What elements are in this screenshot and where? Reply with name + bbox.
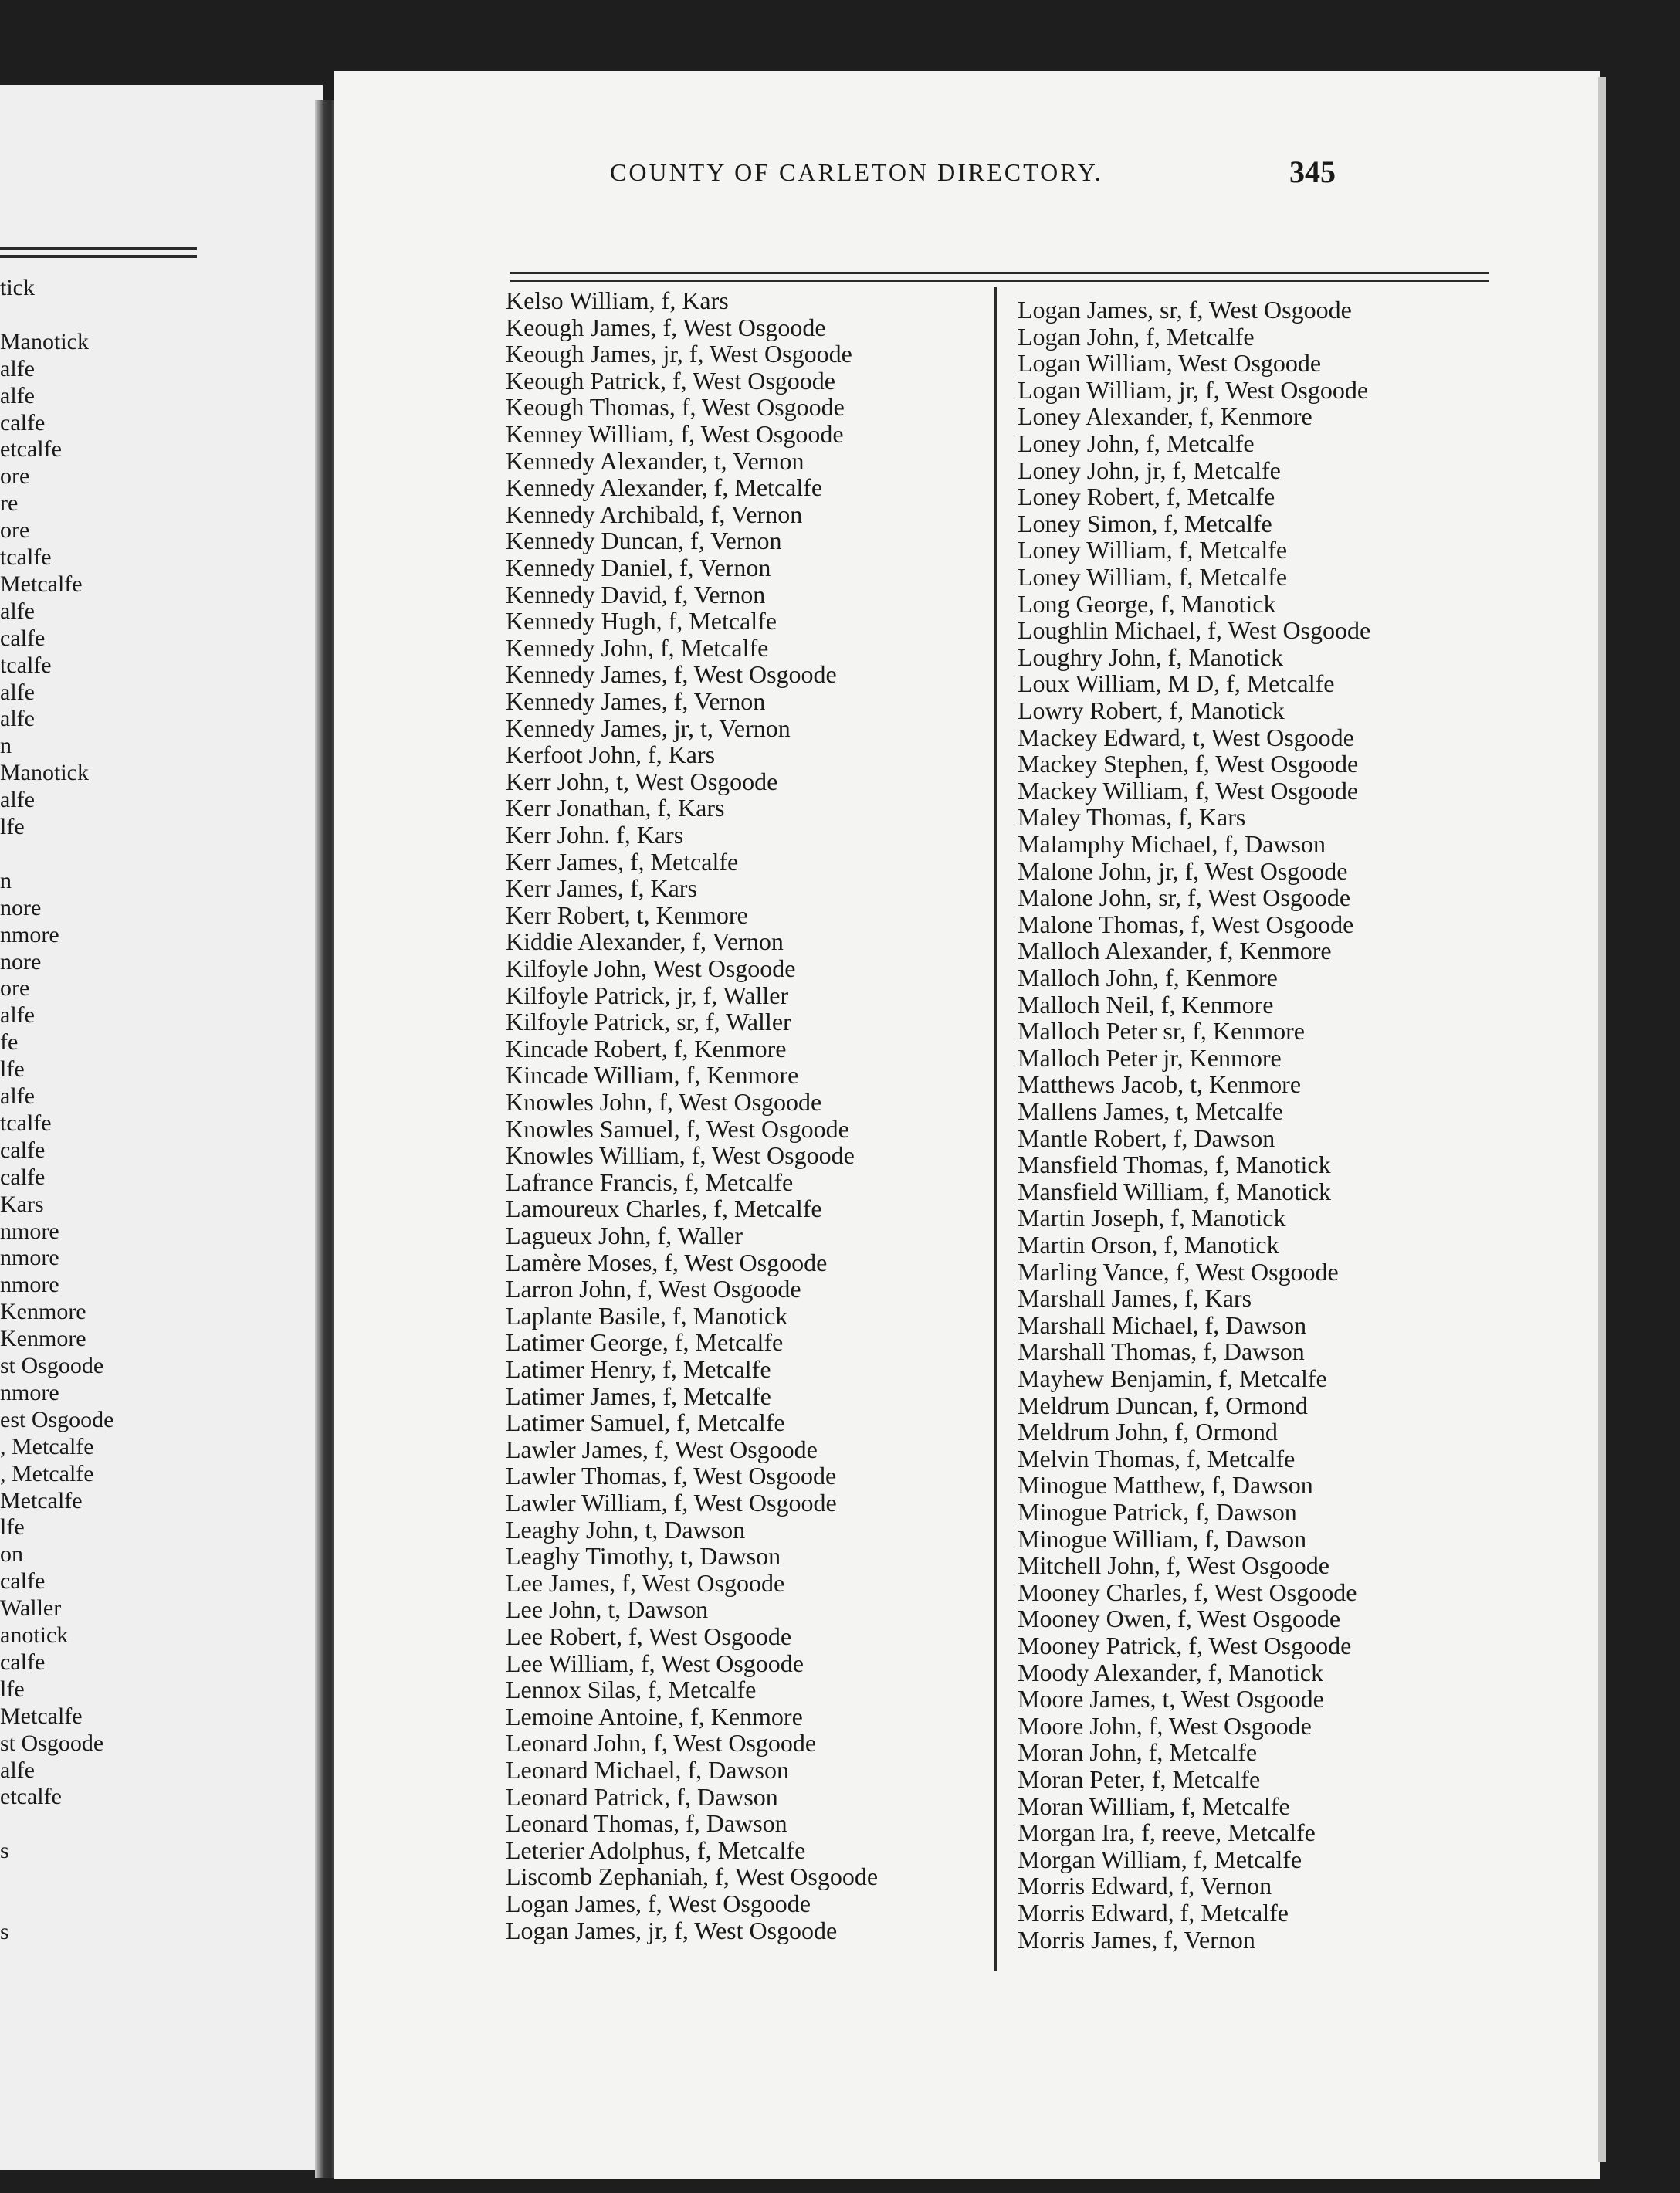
directory-entry: Moody Alexander, f, Manotick: [1018, 1658, 1323, 1686]
left-page-line: etcalfe: [0, 436, 62, 463]
left-page-line: tick: [0, 275, 35, 300]
left-page-line: calfe: [0, 1649, 46, 1675]
directory-entry: Latimer James, f, Metcalfe: [506, 1381, 771, 1410]
left-page-line: alfe: [0, 1083, 35, 1109]
directory-entry: Kennedy Archibald, f, Vernon: [506, 500, 803, 528]
left-page-line: calfe: [0, 625, 46, 651]
directory-entry: Loney Robert, f, Metcalfe: [1018, 483, 1275, 511]
left-page-line: alfe: [0, 1757, 35, 1783]
directory-entry: Loney John, jr, f, Metcalfe: [1018, 456, 1281, 484]
directory-entry: Kerr John, t, West Osgoode: [506, 767, 778, 795]
left-page-line: calfe: [0, 409, 46, 436]
directory-entry: Kerr Robert, t, Kenmore: [506, 900, 748, 929]
directory-entry: Morgan William, f, Metcalfe: [1018, 1845, 1302, 1873]
left-page-line: Manotick: [0, 328, 89, 354]
directory-entry: Malloch Alexander, f, Kenmore: [1018, 937, 1332, 965]
directory-entry: Lagueux John, f, Waller: [506, 1222, 743, 1249]
left-page-line: alfe: [0, 706, 35, 732]
left-page-line: lfe: [0, 1676, 25, 1702]
directory-entry: Kiddie Alexander, f, Vernon: [506, 927, 784, 956]
left-page-line: lfe: [0, 1514, 25, 1541]
directory-entry: Minogue Patrick, f, Dawson: [1018, 1498, 1297, 1526]
directory-entry: Kerr Jonathan, f, Kars: [506, 794, 725, 822]
left-page-line: n: [0, 867, 12, 893]
header-rule: [510, 280, 1489, 282]
directory-entry: Malloch Peter jr, Kenmore: [1018, 1043, 1282, 1072]
directory-entry: Mooney Patrick, f, West Osgoode: [1018, 1632, 1352, 1659]
directory-entry: Lee John, t, Dawson: [506, 1595, 709, 1624]
directory-entry: Morgan Ira, f, reeve, Metcalfe: [1018, 1818, 1316, 1847]
left-page-line: n: [0, 733, 12, 759]
directory-entry: Marshall Thomas, f, Dawson: [1018, 1337, 1305, 1366]
directory-entry: Maley Thomas, f, Kars: [1018, 803, 1246, 832]
directory-entry: Mitchell John, f, West Osgoode: [1018, 1551, 1329, 1580]
page-number: 345: [1289, 154, 1336, 189]
directory-entry: Meldrum John, f, Ormond: [1018, 1418, 1278, 1446]
left-page-line: tcalfe: [0, 544, 52, 570]
directory-entry: Mansfield Thomas, f, Manotick: [1018, 1151, 1331, 1179]
directory-entry: Mallens James, t, Metcalfe: [1018, 1097, 1283, 1125]
directory-entry: Mayhew Benjamin, f, Metcalfe: [1018, 1364, 1327, 1392]
directory-entry: Moran William, f, Metcalfe: [1018, 1791, 1290, 1820]
directory-entry: Kennedy Daniel, f, Vernon: [506, 554, 771, 581]
directory-entry: Knowles John, f, West Osgoode: [506, 1088, 822, 1116]
directory-entry: Matthews Jacob, t, Kenmore: [1018, 1070, 1302, 1099]
left-page-line: fe: [0, 1029, 19, 1056]
directory-entry: Kerr James, f, Kars: [506, 874, 697, 903]
directory-entry: Leaghy Timothy, t, Dawson: [506, 1542, 781, 1571]
left-page-line: calfe: [0, 1164, 46, 1190]
directory-entry: Loney Simon, f, Metcalfe: [1018, 509, 1272, 537]
left-page-line: ore: [0, 463, 30, 490]
directory-entry: Melvin Thomas, f, Metcalfe: [1018, 1444, 1296, 1473]
directory-entry: Mackey Stephen, f, West Osgoode: [1018, 750, 1359, 778]
directory-entry: Lemoine Antoine, f, Kenmore: [506, 1702, 803, 1730]
directory-entry: Kennedy Alexander, t, Vernon: [506, 446, 804, 475]
left-page-line: alfe: [0, 598, 35, 624]
left-page-line: est Osgoode: [0, 1406, 114, 1432]
directory-entry: Lennox Silas, f, Metcalfe: [506, 1676, 757, 1704]
directory-entry: Mansfield William, f, Manotick: [1018, 1177, 1332, 1205]
directory-entry: Kenney William, f, West Osgoode: [506, 420, 844, 448]
directory-entry: Malone John, jr, f, West Osgoode: [1018, 856, 1348, 885]
directory-entry: Logan James, jr, f, West Osgoode: [506, 1916, 838, 1944]
directory-entry: Meldrum Duncan, f, Ormond: [1018, 1391, 1308, 1419]
directory-entry: Lawler James, f, West Osgoode: [506, 1435, 818, 1463]
directory-entry: Kincade William, f, Kenmore: [506, 1061, 799, 1090]
left-page-line: nmore: [0, 1218, 59, 1244]
left-page-line: alfe: [0, 382, 35, 408]
directory-entry: Mackey William, f, West Osgoode: [1018, 776, 1359, 805]
left-page-line: Kenmore: [0, 1299, 86, 1325]
left-page-line: s: [0, 1918, 9, 1944]
directory-entry: Knowles William, f, West Osgoode: [506, 1141, 855, 1170]
directory-entry: Marshall James, f, Kars: [1018, 1284, 1252, 1313]
directory-entry: Malone Thomas, f, West Osgoode: [1018, 910, 1354, 938]
directory-entry: Keough James, jr, f, West Osgoode: [506, 340, 852, 368]
directory-entry: Kennedy Alexander, f, Metcalfe: [506, 473, 823, 502]
left-page-line: Manotick: [0, 760, 89, 786]
left-page-line: st Osgoode: [0, 1353, 104, 1378]
left-page-line: , Metcalfe: [0, 1460, 94, 1486]
directory-entry: Kennedy David, f, Vernon: [506, 580, 766, 608]
directory-entry: Laplante Basile, f, Manotick: [506, 1301, 788, 1330]
page-edge: [1598, 77, 1606, 2162]
left-page-line: Metcalfe: [0, 1703, 83, 1729]
directory-entry: Kennedy John, f, Metcalfe: [506, 633, 769, 662]
directory-entry: Marling Vance, f, West Osgoode: [1018, 1257, 1339, 1286]
directory-entry: Mooney Charles, f, West Osgoode: [1018, 1578, 1357, 1606]
left-page-line: nore: [0, 894, 42, 920]
left-page-line: alfe: [0, 787, 35, 813]
left-page-line: anotick: [0, 1622, 69, 1648]
directory-entry: Loney William, f, Metcalfe: [1018, 536, 1288, 564]
directory-entry: Leonard John, f, West Osgoode: [506, 1729, 817, 1757]
left-page-line: Waller: [0, 1595, 62, 1622]
directory-entry: Kilfoyle Patrick, jr, f, Waller: [506, 981, 789, 1009]
directory-entry: Kerr James, f, Metcalfe: [506, 847, 739, 876]
directory-entry: Logan John, f, Metcalfe: [1018, 322, 1255, 351]
directory-entry: Malone John, sr, f, West Osgoode: [1018, 883, 1351, 912]
left-page-line: nmore: [0, 921, 59, 947]
directory-entry: Kennedy Hugh, f, Metcalfe: [506, 607, 777, 636]
left-page-line: lfe: [0, 1056, 25, 1083]
directory-entry: Kennedy James, f, West Osgoode: [506, 660, 837, 689]
directory-entry: Leonard Patrick, f, Dawson: [506, 1782, 778, 1811]
directory-entry: Loney John, f, Metcalfe: [1018, 429, 1255, 457]
directory-entry: Lowry Robert, f, Manotick: [1018, 697, 1285, 724]
directory-entry: Kilfoyle John, West Osgoode: [506, 954, 796, 982]
left-page-line: Metcalfe: [0, 1487, 83, 1513]
left-page-line: tcalfe: [0, 1110, 52, 1136]
directory-entry: Minogue William, f, Dawson: [1018, 1524, 1307, 1553]
directory-entry: Long George, f, Manotick: [1018, 589, 1276, 618]
directory-entry: Kerr John. f, Kars: [506, 821, 684, 849]
left-page-line: alfe: [0, 679, 35, 705]
directory-entry: Loughry John, f, Manotick: [1018, 642, 1283, 671]
left-page-line: alfe: [0, 1002, 35, 1029]
directory-entry: Mantle Robert, f, Dawson: [1018, 1124, 1275, 1152]
directory-entry: Moran Peter, f, Metcalfe: [1018, 1765, 1261, 1793]
directory-entry: Lawler William, f, West Osgoode: [506, 1489, 837, 1517]
directory-entry: Malamphy Michael, f, Dawson: [1018, 830, 1326, 858]
directory-entry: Keough James, f, West Osgoode: [506, 313, 826, 341]
directory-entry: Lamère Moses, f, West Osgoode: [506, 1248, 828, 1276]
directory-entry: Leonard Michael, f, Dawson: [506, 1756, 789, 1784]
running-title: COUNTY OF CARLETON DIRECTORY.: [610, 158, 1103, 186]
directory-entry: Mackey Edward, t, West Osgoode: [1018, 723, 1354, 751]
directory-entry: Leonard Thomas, f, Dawson: [506, 1809, 788, 1838]
left-page-line: Kars: [0, 1191, 44, 1217]
left-page-line: nore: [0, 948, 42, 974]
directory-entry: Marshall Michael, f, Dawson: [1018, 1310, 1307, 1339]
directory-entry: Moran John, f, Metcalfe: [1018, 1738, 1258, 1767]
left-page-line: nmore: [0, 1379, 59, 1405]
directory-entry: Lee William, f, West Osgoode: [506, 1649, 804, 1677]
directory-entry: Kelso William, f, Kars: [506, 286, 729, 314]
directory-entry: Latimer Samuel, f, Metcalfe: [506, 1408, 785, 1437]
left-page-line: ore: [0, 975, 30, 1002]
directory-entry: Kilfoyle Patrick, sr, f, Waller: [506, 1008, 791, 1036]
left-page-line: nmore: [0, 1245, 59, 1271]
directory-entry: Logan William, West Osgoode: [1018, 349, 1322, 378]
left-page-line: on: [0, 1541, 23, 1568]
left-page-line: re: [0, 490, 19, 517]
directory-entry: Keough Thomas, f, West Osgoode: [506, 393, 845, 422]
left-page-line: Kenmore: [0, 1326, 86, 1352]
directory-entry: Martin Joseph, f, Manotick: [1018, 1204, 1286, 1232]
directory-entry: Lawler Thomas, f, West Osgoode: [506, 1462, 837, 1490]
directory-entry: Leaghy John, t, Dawson: [506, 1515, 746, 1544]
directory-entry: Malloch Neil, f, Kenmore: [1018, 990, 1274, 1019]
left-page-line: Metcalfe: [0, 571, 83, 597]
left-page: [0, 85, 323, 2170]
left-page-line: calfe: [0, 1568, 46, 1595]
column-rule: [994, 287, 997, 1971]
directory-entry: Lamoureux Charles, f, Metcalfe: [506, 1195, 822, 1223]
left-page-line: tcalfe: [0, 652, 52, 678]
directory-entry: Malloch John, f, Kenmore: [1018, 964, 1278, 991]
left-page-line: s: [0, 1838, 9, 1864]
directory-entry: Mooney Owen, f, West Osgoode: [1018, 1605, 1341, 1633]
directory-entry: Latimer George, f, Metcalfe: [506, 1328, 784, 1357]
directory-entry: Lee Robert, f, West Osgoode: [506, 1622, 792, 1650]
directory-entry: Loux William, M D, f, Metcalfe: [1018, 669, 1335, 698]
directory-entry: Moore James, t, West Osgoode: [1018, 1685, 1324, 1713]
directory-entry: Kennedy Duncan, f, Vernon: [506, 527, 782, 555]
left-page-line: ore: [0, 517, 30, 544]
directory-entry: Knowles Samuel, f, West Osgoode: [506, 1114, 849, 1143]
directory-entry: Kerfoot John, f, Kars: [506, 741, 716, 769]
left-page-rule: [0, 247, 197, 250]
directory-entry: Kennedy James, jr, t, Vernon: [506, 713, 791, 742]
directory-entry: Moore John, f, West Osgoode: [1018, 1711, 1312, 1740]
left-page-line: etcalfe: [0, 1784, 62, 1810]
directory-entry: Loney Alexander, f, Kenmore: [1018, 402, 1312, 431]
directory-entry: Lee James, f, West Osgoode: [506, 1568, 785, 1597]
directory-entry: Logan James, f, West Osgoode: [506, 1890, 811, 1917]
left-page-line: nmore: [0, 1272, 59, 1298]
directory-entry: Morris James, f, Vernon: [1018, 1925, 1255, 1954]
directory-entry: Kennedy James, f, Vernon: [506, 687, 766, 715]
directory-entry: Loney William, f, Metcalfe: [1018, 563, 1288, 591]
left-page-rule: [0, 255, 197, 258]
directory-entry: Logan James, sr, f, West Osgoode: [1018, 296, 1352, 324]
directory-entry: Loughlin Michael, f, West Osgoode: [1018, 616, 1371, 645]
left-page-line: , Metcalfe: [0, 1433, 94, 1459]
directory-entry: Latimer Henry, f, Metcalfe: [506, 1355, 771, 1383]
header-rule: [510, 272, 1489, 274]
directory-entry: Morris Edward, f, Metcalfe: [1018, 1899, 1289, 1927]
directory-entry: Lafrance Francis, f, Metcalfe: [506, 1168, 794, 1196]
directory-entry: Larron John, f, West Osgoode: [506, 1275, 801, 1303]
directory-entry: Martin Orson, f, Manotick: [1018, 1231, 1279, 1259]
directory-entry: Minogue Matthew, f, Dawson: [1018, 1471, 1313, 1500]
directory-entry: Kincade Robert, f, Kenmore: [506, 1034, 787, 1063]
left-page-line: calfe: [0, 1137, 46, 1163]
directory-entry: Malloch Peter sr, f, Kenmore: [1018, 1017, 1305, 1046]
left-page-line: st Osgoode: [0, 1730, 104, 1756]
directory-entry: Liscomb Zephaniah, f, West Osgoode: [506, 1863, 879, 1891]
directory-entry: Leterier Adolphus, f, Metcalfe: [506, 1835, 806, 1864]
directory-entry: Logan William, jr, f, West Osgoode: [1018, 375, 1369, 404]
left-page-line: alfe: [0, 355, 35, 381]
directory-entry: Morris Edward, f, Vernon: [1018, 1872, 1272, 1900]
directory-entry: Keough Patrick, f, West Osgoode: [506, 366, 835, 395]
left-page-line: lfe: [0, 814, 25, 839]
